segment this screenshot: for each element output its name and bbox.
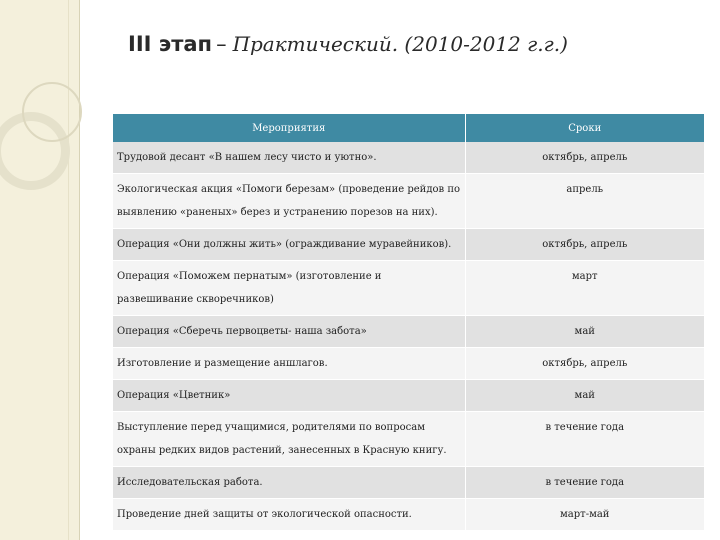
title-stage: III этап	[128, 32, 213, 56]
event-cell: Изготовление и размещение аншлагов.	[113, 348, 465, 380]
title-subtitle: Практический. (2010-2012 г.г.)	[232, 32, 568, 56]
header-period: Сроки	[465, 114, 704, 142]
period-cell: май	[465, 316, 704, 348]
event-cell: Исследовательская работа.	[113, 467, 465, 499]
event-cell: Операция «Поможем пернатым» (изготовление и развешивание скворечников)	[113, 261, 465, 316]
period-cell: в течение года	[465, 412, 704, 467]
table-row	[113, 412, 704, 467]
table-row	[113, 467, 704, 499]
event-cell: Экологическая акция «Помоги березам» (проведение рейдов по выявлению «раненых» берез и устранению порезов на них).	[113, 174, 465, 229]
period-cell: октябрь, апрель	[465, 229, 704, 261]
period-cell: март-май	[465, 499, 704, 531]
period-cell: октябрь, апрель	[465, 142, 704, 174]
title-dash: –	[216, 32, 227, 56]
event-cell: Выступление перед учащимися, родителями по вопросам охраны редких видов растений, занесенных в Красную книгу.	[113, 412, 465, 467]
decorative-circle-outline	[22, 82, 82, 142]
table-row	[113, 499, 704, 531]
table-row	[113, 316, 704, 348]
period-cell: март	[465, 261, 704, 316]
table-header-row	[113, 114, 704, 142]
period-cell: октябрь, апрель	[465, 348, 704, 380]
decorative-band-line	[68, 0, 69, 540]
table-row	[113, 174, 704, 229]
events-table-container	[113, 114, 704, 531]
events-table	[113, 114, 704, 531]
period-cell: апрель	[465, 174, 704, 229]
header-events: Мероприятия	[113, 114, 465, 142]
period-cell: май	[465, 380, 704, 412]
event-cell: Операция «Сберечь первоцветы- наша забота»	[113, 316, 465, 348]
event-cell: Проведение дней защиты от экологической опасности.	[113, 499, 465, 531]
event-cell: Трудовой десант «В нашем лесу чисто и уютно».	[113, 142, 465, 174]
table-row	[113, 380, 704, 412]
slide-title	[128, 32, 568, 56]
table-row	[113, 261, 704, 316]
table-row	[113, 142, 704, 174]
table-row	[113, 348, 704, 380]
table-row	[113, 229, 704, 261]
event-cell: Операция «Цветник»	[113, 380, 465, 412]
event-cell: Операция «Они должны жить» (ограждивание муравейников).	[113, 229, 465, 261]
period-cell: в течение года	[465, 467, 704, 499]
